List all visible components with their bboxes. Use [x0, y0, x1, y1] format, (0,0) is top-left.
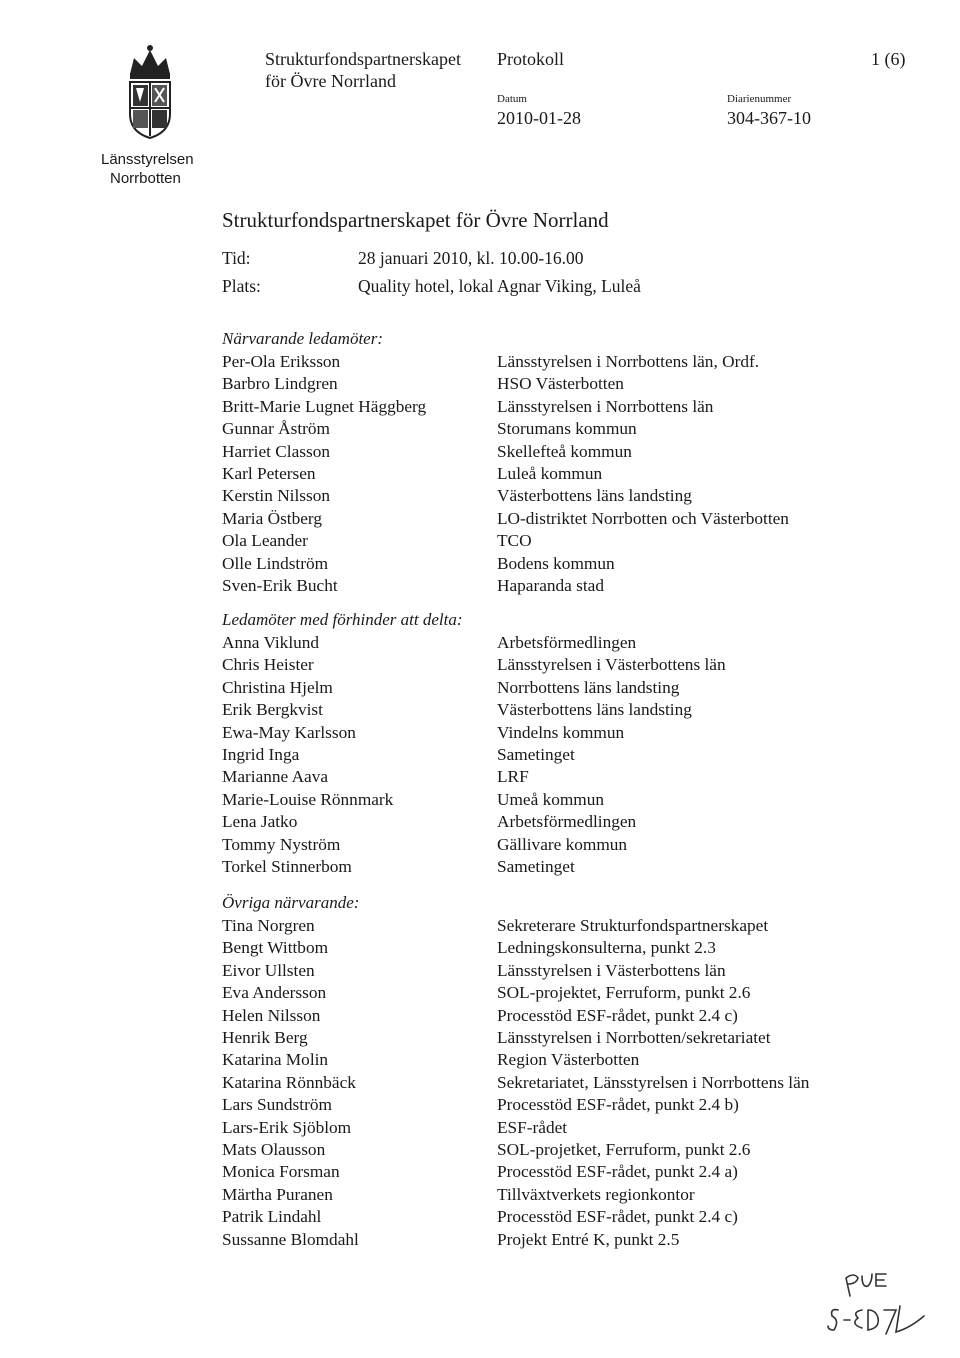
other-attendee-organization: SOL-projektet, Ferruform, punkt 2.6	[497, 983, 751, 1003]
agency-name-line1: Länsstyrelsen	[101, 151, 194, 168]
time-value: 28 januari 2010, kl. 10.00-16.00	[358, 248, 584, 268]
absent-member-name: Tommy Nyström	[222, 834, 341, 854]
other-attendee-organization: Sekretariatet, Länsstyrelsen i Norrbottens län	[497, 1072, 810, 1092]
absent-member-name: Erik Bergkvist	[222, 700, 323, 720]
present-member-organization: TCO	[497, 531, 532, 551]
other-attendee-name: Eva Andersson	[222, 983, 327, 1003]
absent-member-organization: LRF	[497, 767, 529, 787]
organization-name-line1: Strukturfondspartnerskapet	[265, 49, 461, 69]
other-attendee-name: Sussanne Blomdahl	[222, 1229, 359, 1249]
absent-member-name: Ingrid Inga	[222, 745, 300, 764]
other-attendee-name: Patrik Lindahl	[222, 1207, 322, 1227]
handwritten-initials	[820, 1270, 930, 1340]
other-attendee-name: Märtha Puranen	[222, 1184, 333, 1204]
others-present-heading: Övriga närvarande:	[222, 893, 360, 912]
present-member-organization: Storumans kommun	[497, 419, 637, 439]
diary-number-value: 304-367-10	[727, 108, 811, 128]
absent-members-heading: Ledamöter med förhinder att delta:	[222, 610, 463, 629]
absent-member-organization: Länsstyrelsen i Västerbottens län	[497, 655, 726, 675]
diary-number-label: Diarienummer	[727, 93, 792, 105]
other-attendee-organization: Region Västerbotten	[497, 1050, 640, 1070]
present-members-heading: Närvarande ledamöter:	[222, 329, 384, 348]
other-attendee-name: Lars Sundström	[222, 1095, 332, 1115]
present-member-name: Olle Lindström	[222, 553, 329, 573]
present-member-name: Maria Östberg	[222, 508, 322, 528]
meeting-title: Strukturfondspartnerskapet för Övre Norrland	[222, 208, 609, 232]
other-attendee-organization: Processtöd ESF-rådet, punkt 2.4 b)	[497, 1095, 739, 1115]
present-member-organization: Skellefteå kommun	[497, 441, 632, 461]
absent-member-name: Lena Jatko	[222, 812, 298, 832]
present-member-name: Gunnar Åström	[222, 419, 330, 439]
other-attendee-organization: SOL-projetket, Ferruform, punkt 2.6	[497, 1140, 751, 1159]
present-member-organization: LO-distriktet Norrbotten och Västerbotten	[497, 508, 789, 528]
absent-member-name: Marie-Louise Rönnmark	[222, 789, 394, 809]
other-attendee-organization: Länsstyrelsen i Västerbottens län	[497, 960, 726, 980]
present-member-name: Sven-Erik Bucht	[222, 576, 338, 595]
present-member-name: Barbro Lindgren	[222, 374, 338, 394]
present-member-name: Britt-Marie Lugnet Häggberg	[222, 396, 427, 416]
present-member-organization: Västerbottens läns landsting	[497, 486, 692, 506]
absent-member-organization: Norrbottens läns landsting	[497, 677, 680, 697]
absent-member-organization: Sametinget	[497, 745, 575, 764]
other-attendee-organization: Processtöd ESF-rådet, punkt 2.4 c)	[497, 1207, 738, 1227]
agency-name-line2: Norrbotten	[110, 170, 181, 187]
absent-member-organization: Vindelns kommun	[497, 722, 625, 742]
other-attendee-name: Henrik Berg	[222, 1028, 308, 1047]
absent-member-organization: Gällivare kommun	[497, 834, 628, 854]
other-attendee-name: Katarina Rönnbäck	[222, 1072, 356, 1092]
other-attendee-organization: Ledningskonsulterna, punkt 2.3	[497, 938, 716, 958]
other-attendee-name: Eivor Ullsten	[222, 960, 315, 980]
present-member-organization: Länsstyrelsen i Norrbottens län, Ordf.	[497, 352, 760, 371]
absent-member-name: Torkel Stinnerbom	[222, 857, 352, 876]
absent-member-name: Anna Viklund	[222, 633, 320, 652]
present-member-name: Per-Ola Eriksson	[222, 352, 341, 371]
present-member-name: Ola Leander	[222, 531, 308, 551]
other-attendee-organization: Processtöd ESF-rådet, punkt 2.4 a)	[497, 1162, 738, 1182]
date-label: Datum	[497, 93, 527, 105]
other-attendee-name: Katarina Molin	[222, 1050, 329, 1070]
time-label: Tid:	[222, 248, 251, 268]
coat-of-arms-logo	[120, 40, 180, 140]
present-member-name: Harriet Classon	[222, 441, 330, 461]
other-attendee-name: Bengt Wittbom	[222, 938, 329, 958]
present-member-name: Kerstin Nilsson	[222, 486, 331, 506]
present-member-organization: Haparanda stad	[497, 576, 604, 595]
absent-member-name: Christina Hjelm	[222, 677, 333, 697]
absent-member-name: Marianne Aava	[222, 767, 329, 787]
absent-member-name: Chris Heister	[222, 655, 314, 675]
other-attendee-organization: Tillväxtverkets regionkontor	[497, 1184, 695, 1204]
absent-member-name: Ewa-May Karlsson	[222, 722, 356, 742]
absent-member-organization: Umeå kommun	[497, 789, 605, 809]
absent-member-organization: Sametinget	[497, 857, 575, 876]
other-attendee-name: Monica Forsman	[222, 1162, 340, 1182]
document-type: Protokoll	[497, 49, 565, 69]
other-attendee-organization: Länsstyrelsen i Norrbotten/sekretariatet	[497, 1028, 771, 1047]
date-value: 2010-01-28	[497, 108, 581, 128]
other-attendee-name: Tina Norgren	[222, 916, 315, 935]
other-attendee-organization: Processtöd ESF-rådet, punkt 2.4 c)	[497, 1005, 738, 1025]
other-attendee-name: Helen Nilsson	[222, 1005, 321, 1025]
present-member-organization: Länsstyrelsen i Norrbottens län	[497, 396, 714, 416]
place-value: Quality hotel, lokal Agnar Viking, Luleå	[358, 276, 641, 296]
other-attendee-name: Mats Olausson	[222, 1140, 326, 1159]
organization-name-line2: för Övre Norrland	[265, 71, 396, 91]
absent-member-organization: Västerbottens läns landsting	[497, 700, 692, 720]
other-attendee-organization: ESF-rådet	[497, 1117, 568, 1137]
other-attendee-organization: Projekt Entré K, punkt 2.5	[497, 1229, 680, 1249]
present-member-organization: Bodens kommun	[497, 553, 615, 573]
present-member-organization: Luleå kommun	[497, 464, 603, 483]
other-attendee-organization: Sekreterare Strukturfondspartnerskapet	[497, 916, 769, 935]
present-member-organization: HSO Västerbotten	[497, 374, 624, 394]
present-member-name: Karl Petersen	[222, 464, 316, 483]
page-number: 1 (6)	[871, 49, 906, 69]
absent-member-organization: Arbetsförmedlingen	[497, 812, 637, 832]
absent-member-organization: Arbetsförmedlingen	[497, 633, 637, 652]
other-attendee-name: Lars-Erik Sjöblom	[222, 1117, 352, 1137]
place-label: Plats:	[222, 276, 261, 296]
